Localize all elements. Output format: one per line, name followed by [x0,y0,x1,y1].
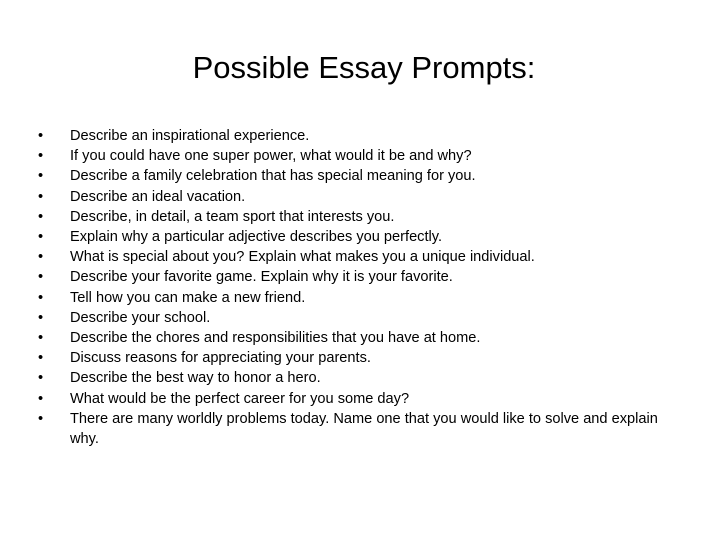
prompt-item [38,247,678,267]
bullet-icon: • [38,289,44,306]
prompt-item [38,207,678,227]
prompt-item [38,348,678,368]
bullet-icon: • [38,309,44,326]
bullet-icon: • [38,410,44,427]
prompt-text: Describe an ideal vacation. [70,188,246,205]
bullet-icon: • [38,229,44,246]
bullet-icon: • [38,168,44,185]
prompt-text: Describe the chores and responsibilities that you have at home. [70,330,481,347]
prompt-text: What is special about you? Explain what makes you a unique individual. [70,249,535,266]
prompt-item [38,308,678,328]
bullet-icon: • [38,269,44,286]
bullet-icon: • [38,249,44,266]
prompt-item [38,328,678,348]
prompt-text: Explain why a particular adjective describes you perfectly. [70,229,443,246]
prompt-item [38,288,678,308]
prompt-item [38,166,678,186]
bullet-icon: • [38,330,44,347]
prompt-list [38,126,678,449]
prompt-item [38,187,678,207]
prompt-item [38,389,678,409]
prompt-item [38,146,678,166]
bullet-icon: • [38,370,44,387]
bullet-icon: • [38,350,44,367]
slide-title: Possible Essay Prompts: [192,50,536,85]
bullet-icon: • [38,148,44,165]
prompt-text: Tell how you can make a new friend. [70,289,306,306]
prompt-text: Describe, in detail, a team sport that interests you. [70,208,395,225]
prompt-item [38,368,678,388]
prompt-text: There are many worldly problems today. Name one that you would like to solve and explain why. [70,410,658,448]
prompt-item [38,227,678,247]
prompt-text: If you could have one super power, what would it be and why? [70,148,472,165]
prompt-text: Describe your favorite game. Explain why it is your favorite. [70,269,453,286]
bullet-icon: • [38,188,44,205]
bullet-icon: • [38,208,44,225]
prompt-text: Discuss reasons for appreciating your parents. [70,350,371,367]
prompt-text: What would be the perfect career for you some day? [70,390,410,407]
prompt-item [38,267,678,287]
prompt-text: Describe an inspirational experience. [70,128,310,144]
bullet-icon: • [38,128,44,144]
prompt-item [38,126,678,146]
bullet-icon: • [38,390,44,407]
prompt-text: Describe your school. [70,309,211,326]
prompt-text: Describe the best way to honor a hero. [70,370,321,387]
prompt-text: Describe a family celebration that has special meaning for you. [70,168,476,185]
prompt-item [38,409,678,449]
